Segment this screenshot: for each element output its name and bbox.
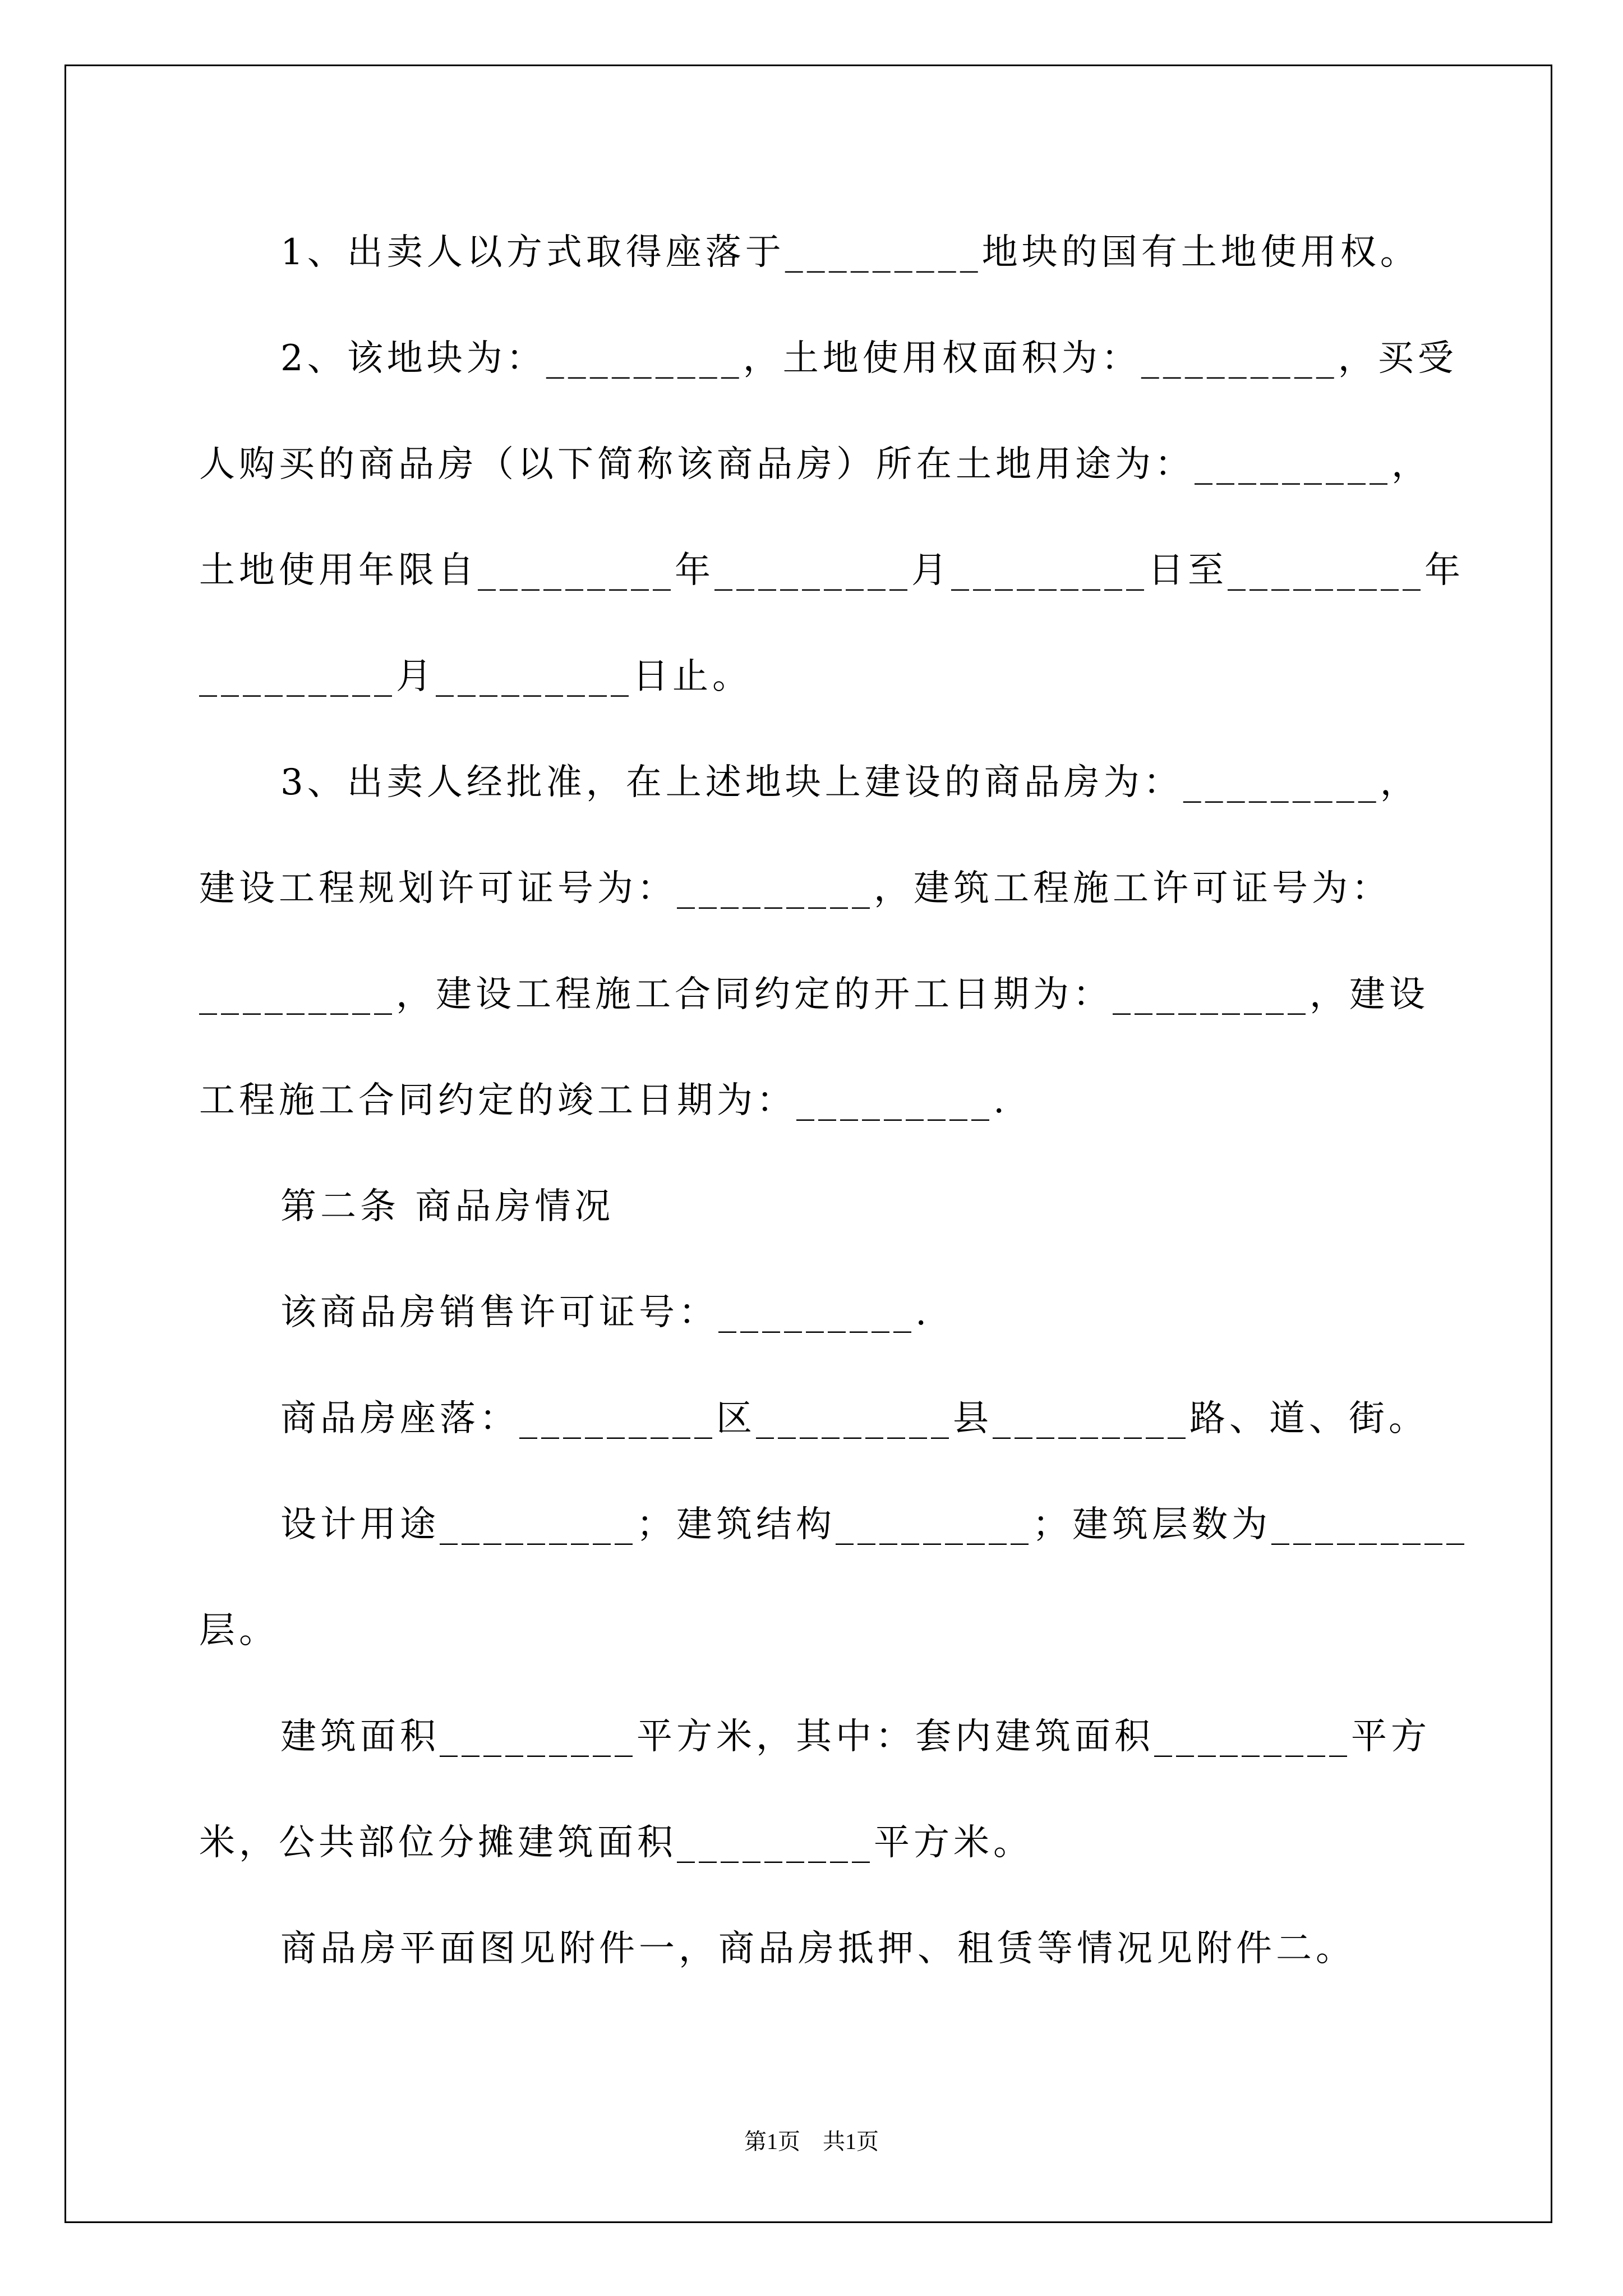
section-heading: 第二条 商品房情况 xyxy=(280,1186,615,1227)
paragraph-line: 建设工程规划许可证号为：_________，建筑工程施工许可证号为： xyxy=(199,868,1391,909)
paragraph-line: 该商品房销售许可证号：_________. xyxy=(280,1292,931,1333)
paragraph-line: 米，公共部位分摊建筑面积_________平方米。 xyxy=(199,1822,1033,1864)
paragraph-line: 1、出卖人以方式取得座落于_________地块的国有土地使用权。 xyxy=(280,232,1420,273)
paragraph-line: _________，建设工程施工合同约定的开工日期为：_________，建设 xyxy=(199,974,1429,1015)
paragraph-line: 人购买的商品房（以下简称该商品房）所在土地用途为：_________， xyxy=(199,444,1431,485)
paragraph-line: 商品房平面图见附件一，商品房抵押、租赁等情况见附件二。 xyxy=(280,1928,1355,1970)
paragraph-line: _________月_________日止。 xyxy=(199,656,752,697)
paragraph-line: 工程施工合同约定的竣工日期为：_________. xyxy=(199,1080,1009,1121)
paragraph-line: 层。 xyxy=(199,1610,279,1651)
paragraph-line: 3、出卖人经批准，在上述地块上建设的商品房为：_________， xyxy=(280,762,1420,803)
paragraph-line: 土地使用年限自_________年_________月_________日至_________年 xyxy=(199,550,1464,591)
page-number: 第1页 共1页 xyxy=(744,2129,879,2154)
paragraph-line: 建筑面积_________平方米，其中：套内建筑面积_________平方 xyxy=(280,1716,1431,1757)
paragraph-line: 商品房座落：_________区_________县_________路、道、街。 xyxy=(280,1398,1428,1439)
paragraph-line: 设计用途_________；建筑结构_________；建筑层数为_________ xyxy=(280,1504,1468,1545)
page-border xyxy=(64,65,1552,2223)
paragraph-line: 2、该地块为：_________，土地使用权面积为：_________，买受 xyxy=(280,338,1458,379)
